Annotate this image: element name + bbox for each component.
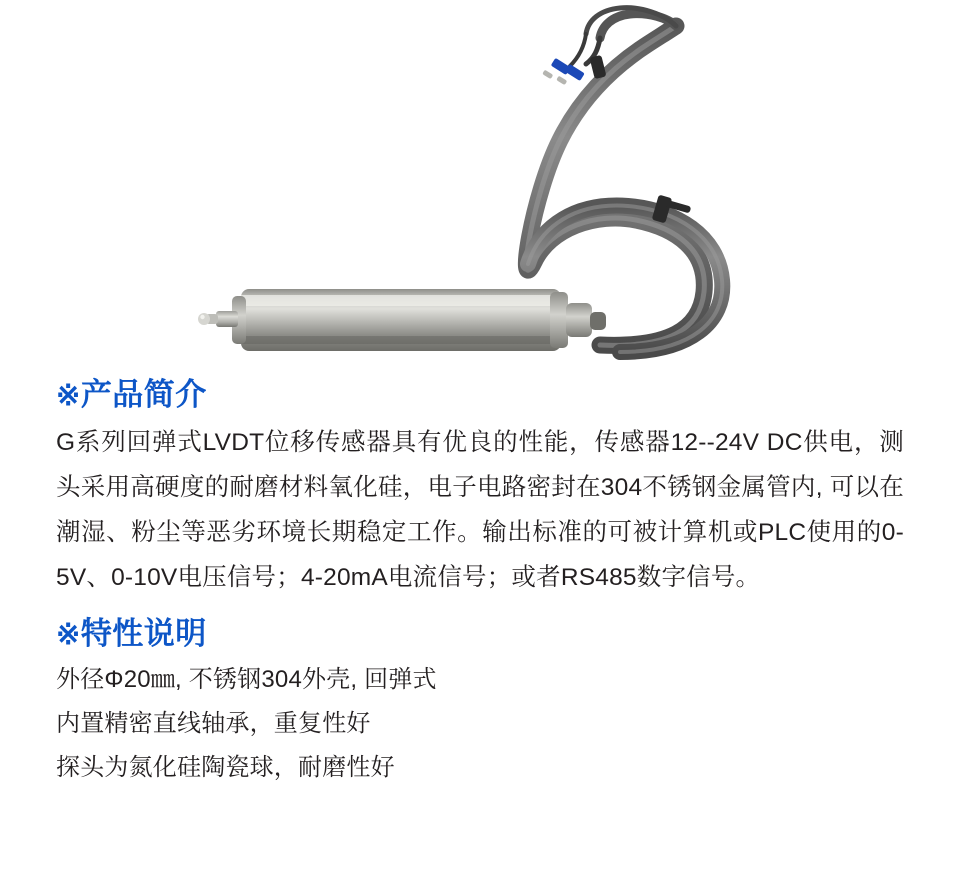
section-heading-intro [56,375,904,416]
feature-list [56,658,904,790]
list-item: 探头为氮化硅陶瓷球，耐磨性好 [56,754,395,782]
intro-paragraph: G系列回弹式LVDT位移传感器具有优良的性能，传感器12--24V DC供电，测头采用高硬度的耐磨材料氧化硅，电子电路密封在304不锈钢金属管内, 可以在潮湿、粉尘等恶劣环境长期稳定工作。输出标准的可被计算机或PLC使用的0-5V、0-10V电压信号；4-20mA电流信号；或者RS485数字信号。 [56,428,904,591]
list-item: 内置精密直线轴承，重复性好 [56,710,371,738]
heading-text: 特性说明 [80,615,207,651]
sensor-illustration [0,0,960,375]
product-description [0,375,960,790]
heading-text: 产品简介 [80,377,207,412]
list-item: 外径Φ20㎜, 不锈钢304外壳, 回弹式 [56,666,437,694]
heading-mark-icon: ※ [56,618,81,651]
section-spacer [56,600,904,614]
probe-tip [198,311,238,327]
section-heading-features [56,614,904,655]
sensor-body [232,289,606,351]
product-photo [0,0,960,375]
heading-mark-icon: ※ [56,380,81,412]
